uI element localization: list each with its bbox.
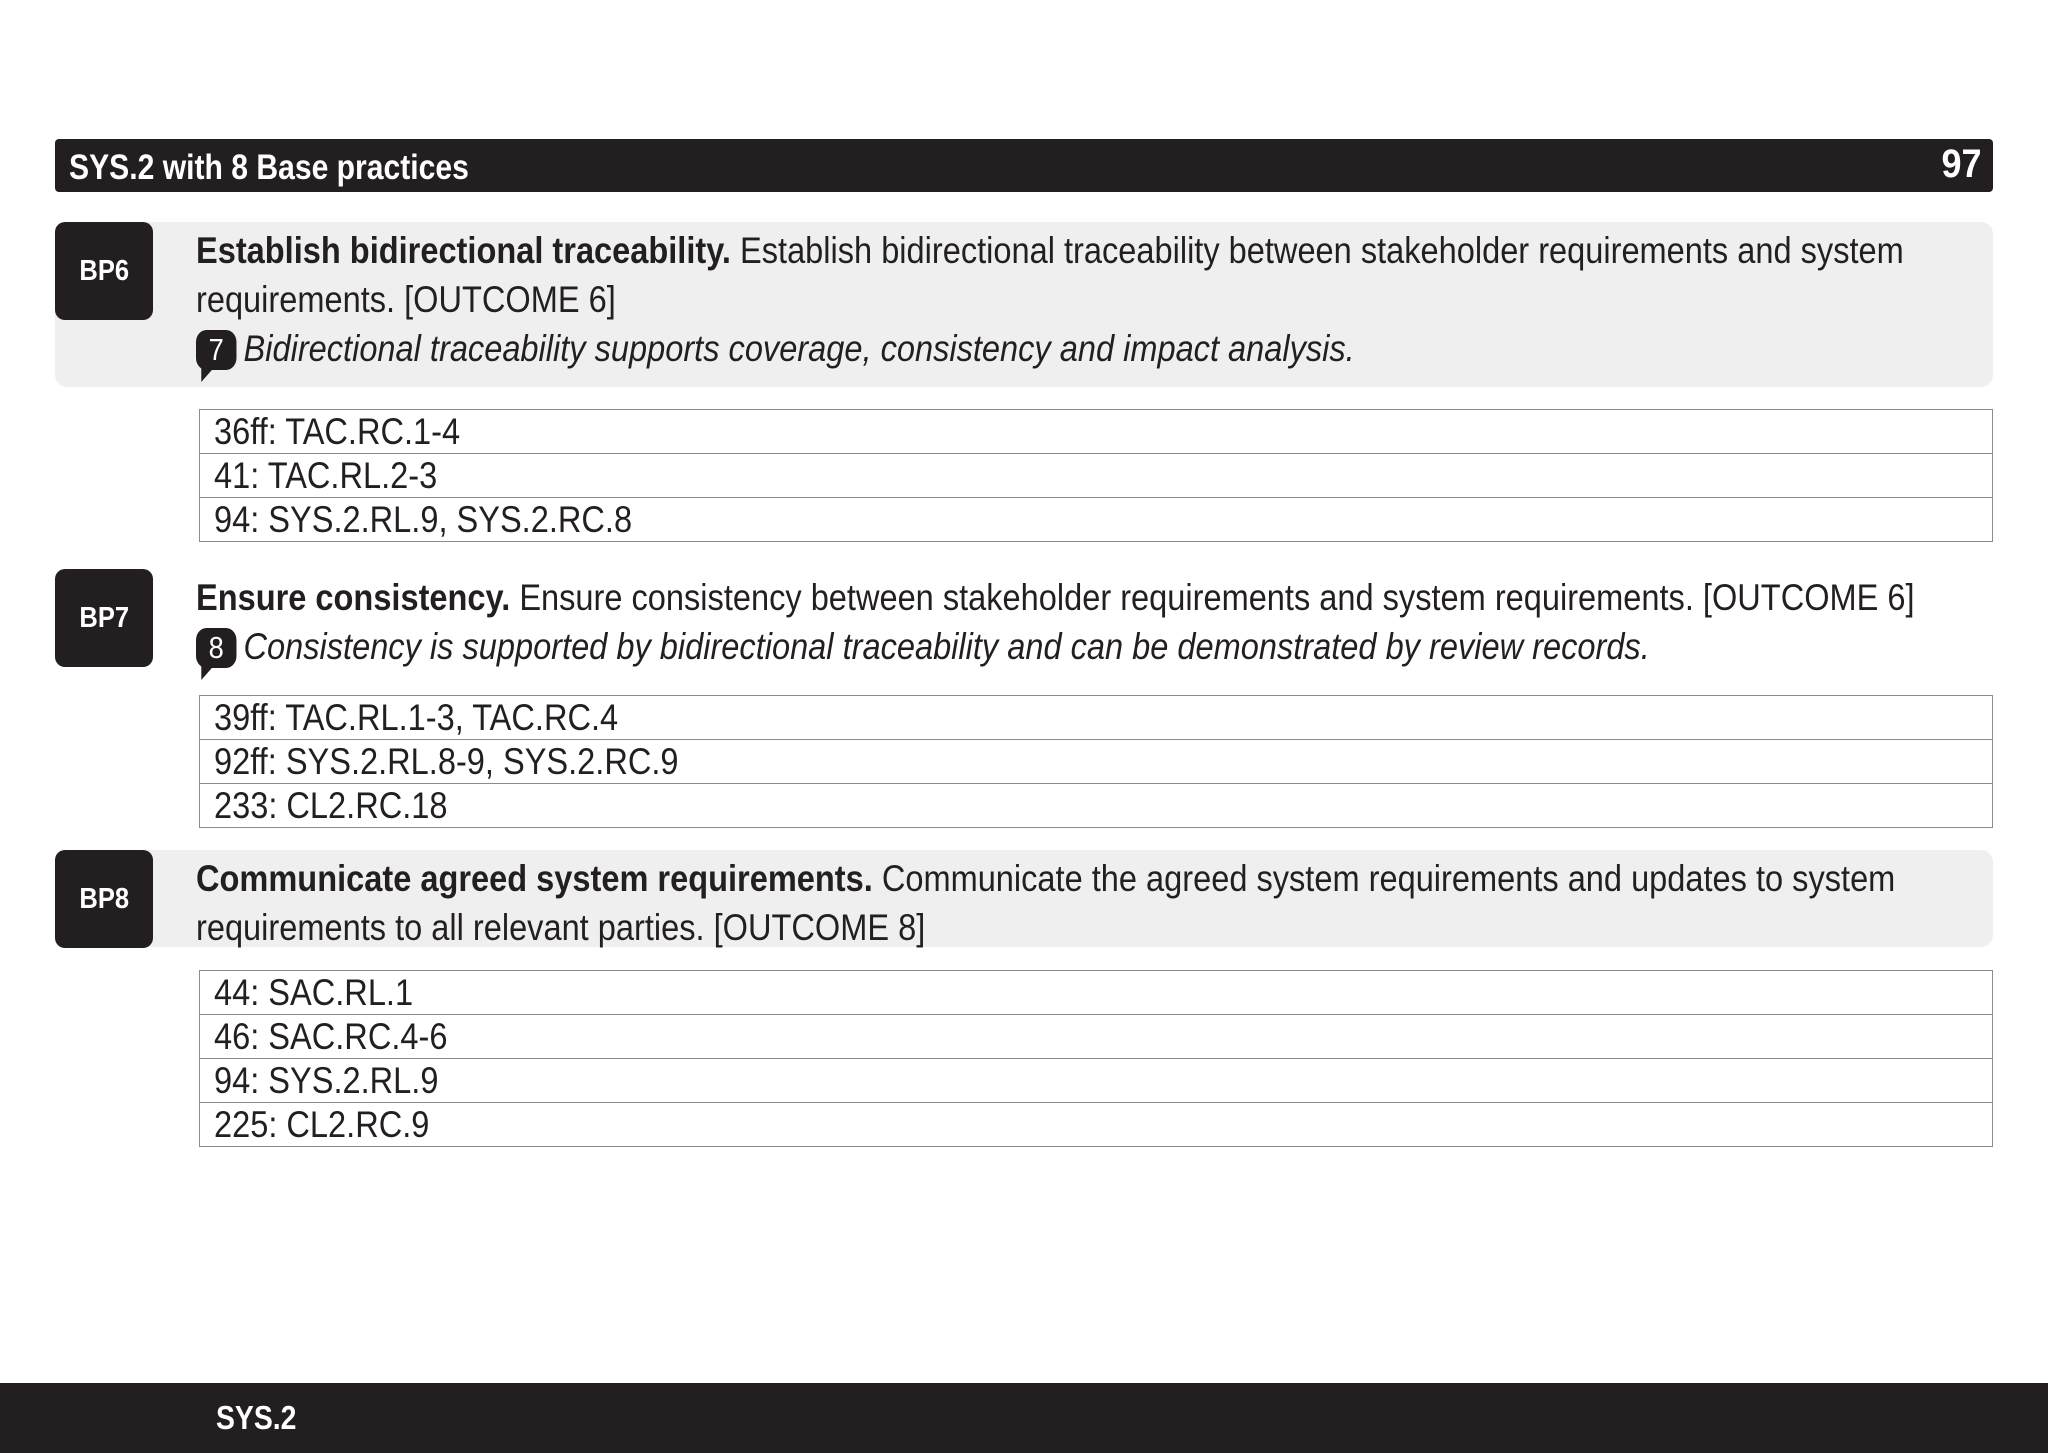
footer-label: SYS.2 bbox=[216, 1399, 297, 1436]
speech-bubble-icon: 7 bbox=[196, 330, 236, 370]
bp8-badge: BP8 bbox=[55, 850, 153, 948]
page-number: 97 bbox=[1940, 142, 1981, 186]
page-footer bbox=[0, 1383, 2048, 1453]
bp7-note bbox=[196, 622, 1965, 671]
bp8-heading: Communicate agreed system requirements. bbox=[196, 858, 873, 899]
table-row: 39ff: TAC.RL.1-3, TAC.RC.4 bbox=[200, 696, 1993, 740]
base-practice-bp6 bbox=[55, 222, 1993, 387]
table-row: 36ff: TAC.RC.1-4 bbox=[200, 410, 1993, 454]
bp7-description bbox=[196, 573, 1965, 671]
bp6-line-2: requirements. [OUTCOME 6] bbox=[196, 279, 616, 320]
bp6-note bbox=[196, 324, 1965, 373]
table-row: 94: SYS.2.RL.9, SYS.2.RC.8 bbox=[200, 498, 1993, 542]
table-row: 44: SAC.RL.1 bbox=[200, 971, 1993, 1015]
bp6-badge: BP6 bbox=[55, 222, 153, 320]
bp8-line-1: Communicate the agreed system requirements and updates to system bbox=[881, 858, 1896, 899]
bp6-description bbox=[196, 226, 1965, 373]
base-practice-bp8 bbox=[55, 850, 1993, 947]
bp8-reference-table bbox=[199, 970, 1993, 1147]
bp7-reference-table bbox=[199, 695, 1993, 828]
speech-bubble-icon: 8 bbox=[196, 628, 236, 668]
table-row: 41: TAC.RL.2-3 bbox=[200, 454, 1993, 498]
table-row: 46: SAC.RC.4-6 bbox=[200, 1015, 1993, 1059]
bp7-note-text: Consistency is supported by bidirectional traceability and can be demonstrated by review records. bbox=[243, 626, 1650, 667]
page-title: SYS.2 with 8 Base practices bbox=[69, 148, 469, 187]
bp6-heading: Establish bidirectional traceability. bbox=[196, 230, 731, 271]
bp7-heading: Ensure consistency. bbox=[196, 577, 511, 618]
bp8-description bbox=[196, 854, 1965, 952]
bp6-reference-table bbox=[199, 409, 1993, 542]
table-row: 92ff: SYS.2.RL.8-9, SYS.2.RC.9 bbox=[200, 740, 1993, 784]
bp6-note-text: Bidirectional traceability supports coverage, consistency and impact analysis. bbox=[243, 328, 1355, 369]
table-row: 233: CL2.RC.18 bbox=[200, 784, 1993, 828]
bp8-line-2: requirements to all relevant parties. [OUTCOME 8] bbox=[196, 907, 926, 948]
bp7-badge: BP7 bbox=[55, 569, 153, 667]
table-row: 225: CL2.RC.9 bbox=[200, 1103, 1993, 1147]
table-row: 94: SYS.2.RL.9 bbox=[200, 1059, 1993, 1103]
page-header bbox=[55, 139, 1993, 192]
bp6-line-1: Establish bidirectional traceability between stakeholder requirements and system bbox=[740, 230, 1904, 271]
base-practice-bp7 bbox=[55, 569, 1993, 689]
bp7-line-1: Ensure consistency between stakeholder requirements and system requirements. [OUTCOME 6] bbox=[519, 577, 1915, 618]
